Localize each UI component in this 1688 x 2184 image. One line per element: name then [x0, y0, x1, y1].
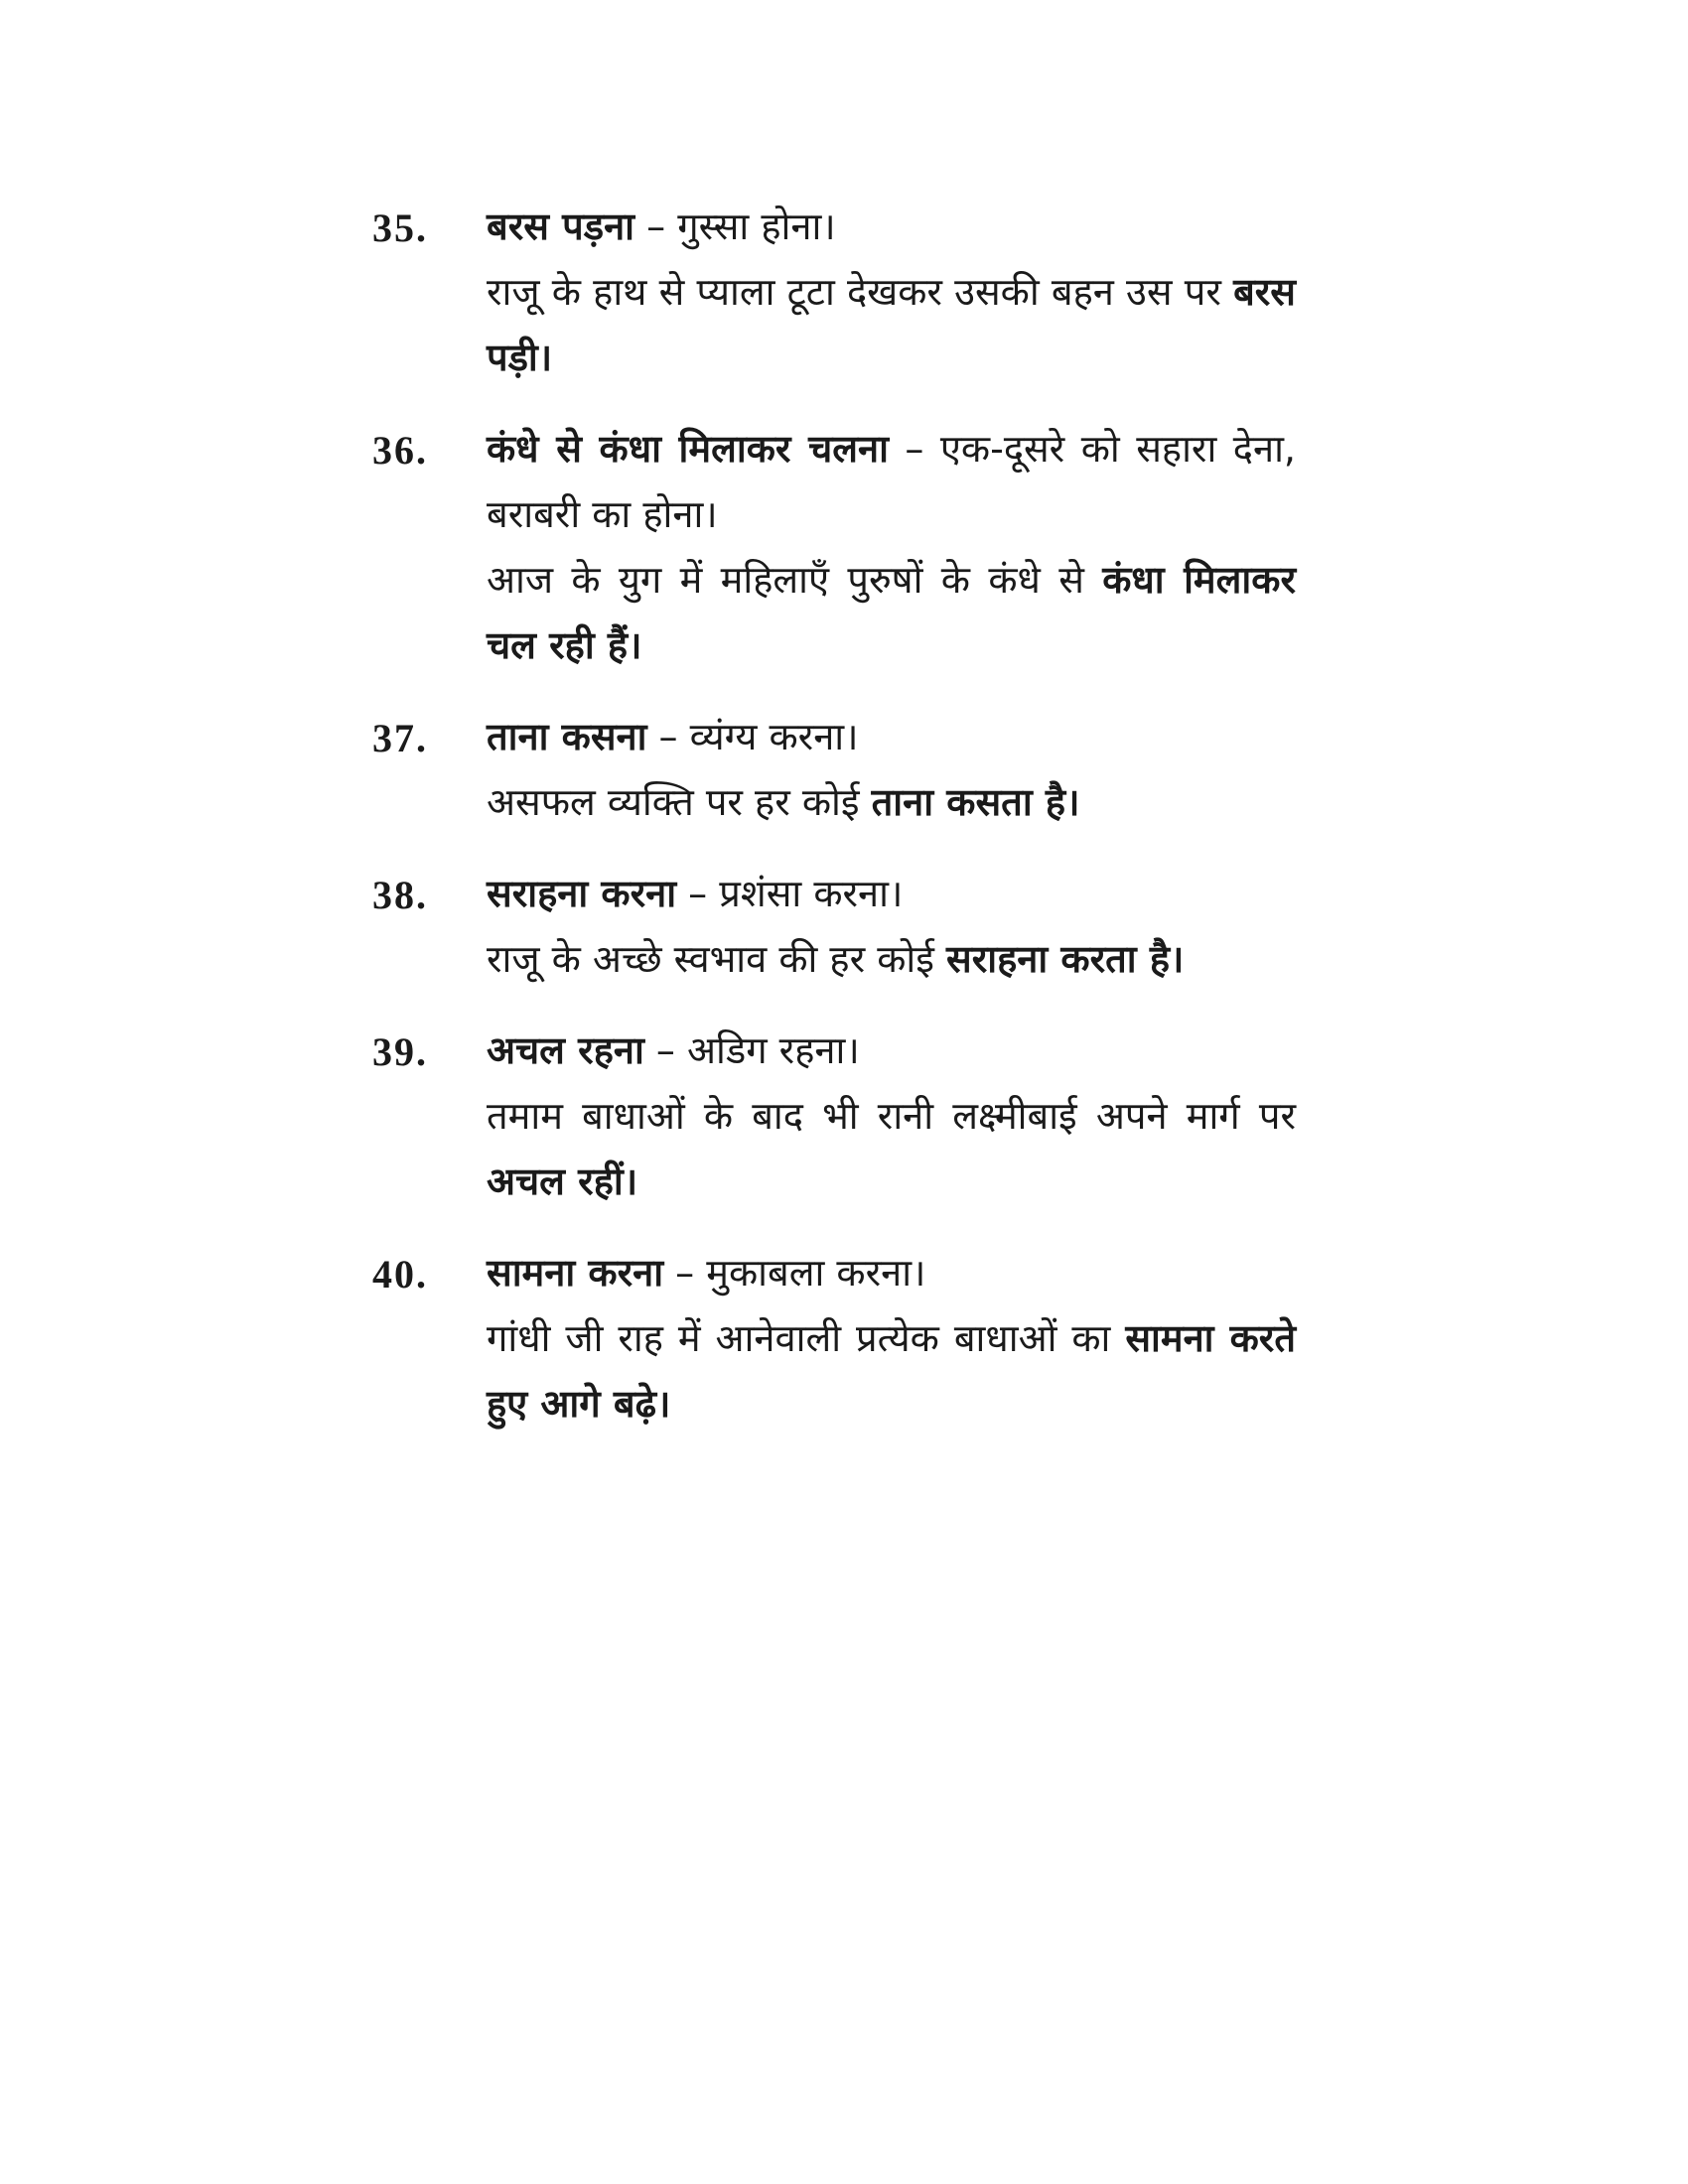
entry-number: 35.: [372, 205, 428, 250]
idiom-entry-35: [372, 194, 1296, 390]
idiom-entry-39: [372, 1018, 1296, 1214]
example-highlight: कंधा मिलाकर चल रही हैं।: [487, 558, 1296, 667]
separator: –: [888, 427, 940, 471]
entry-number: 39.: [372, 1029, 428, 1074]
entry-example: [487, 547, 1296, 678]
entry-definition: [487, 1018, 1296, 1083]
entry-example: [487, 769, 1296, 835]
example-text: राजू के हाथ से प्याला टूटा देखकर उसकी बहन उस पर: [487, 270, 1234, 314]
example-text: असफल व्यक्ति पर हर कोई: [487, 780, 872, 824]
separator: –: [676, 872, 720, 915]
separator: –: [643, 1028, 687, 1072]
idiom-term: अचल रहना: [487, 1028, 644, 1072]
idiom-entry-37: [372, 704, 1296, 835]
separator: –: [634, 205, 678, 248]
example-highlight: ताना कसता है।: [871, 780, 1080, 824]
idiom-meaning: एक-दूसरे को सहारा देना, बराबरी का होना।: [487, 427, 1296, 536]
entry-number: 36.: [372, 428, 428, 473]
example-highlight: बरस पड़ी।: [487, 270, 1296, 379]
idiom-meaning: गुस्सा होना।: [677, 205, 836, 248]
idiom-meaning: प्रशंसा करना।: [719, 872, 904, 915]
separator: –: [646, 715, 690, 758]
idiom-term: ताना कसना: [487, 715, 647, 758]
entry-example: [487, 1083, 1296, 1214]
entry-number: 38.: [372, 873, 428, 917]
example-highlight: सराहना करता है।: [946, 937, 1185, 981]
example-text: आज के युग में महिलाएँ पुरुषों के कंधे से: [487, 558, 1103, 602]
idiom-term: सराहना करना: [487, 872, 677, 915]
example-text: गांधी जी राह में आनेवाली प्रत्येक बाधाओं का: [487, 1316, 1126, 1360]
entry-example: [487, 1305, 1296, 1436]
entry-definition: [487, 1240, 1296, 1305]
idiom-entry-38: [372, 861, 1296, 992]
example-text: राजू के अच्छे स्वभाव की हर कोई: [487, 937, 946, 981]
idiom-list: [372, 194, 1296, 1462]
entry-definition: [487, 194, 1296, 259]
idiom-entry-36: [372, 416, 1296, 678]
idiom-term: बरस पड़ना: [487, 205, 635, 248]
idiom-meaning: अडिग रहना।: [686, 1028, 860, 1072]
entry-number: 40.: [372, 1252, 428, 1297]
example-text: तमाम बाधाओं के बाद भी रानी लक्ष्मीबाई अपने मार्ग पर: [487, 1094, 1296, 1138]
idiom-term: कंधे से कंधा मिलाकर चलना: [487, 427, 889, 471]
example-highlight: सामना करते हुए आगे बढ़े।: [487, 1316, 1296, 1426]
entry-definition: [487, 861, 1296, 926]
idiom-term: सामना करना: [487, 1251, 664, 1295]
example-highlight: अचल रहीं।: [487, 1160, 638, 1203]
idiom-meaning: मुकाबला करना।: [706, 1251, 926, 1295]
entry-definition: [487, 416, 1296, 547]
entry-definition: [487, 704, 1296, 769]
entry-example: [487, 259, 1296, 390]
idiom-meaning: व्यंग्य करना।: [689, 715, 859, 758]
entry-number: 37.: [372, 716, 428, 760]
separator: –: [663, 1251, 707, 1295]
entry-example: [487, 926, 1296, 992]
idiom-entry-40: [372, 1240, 1296, 1436]
